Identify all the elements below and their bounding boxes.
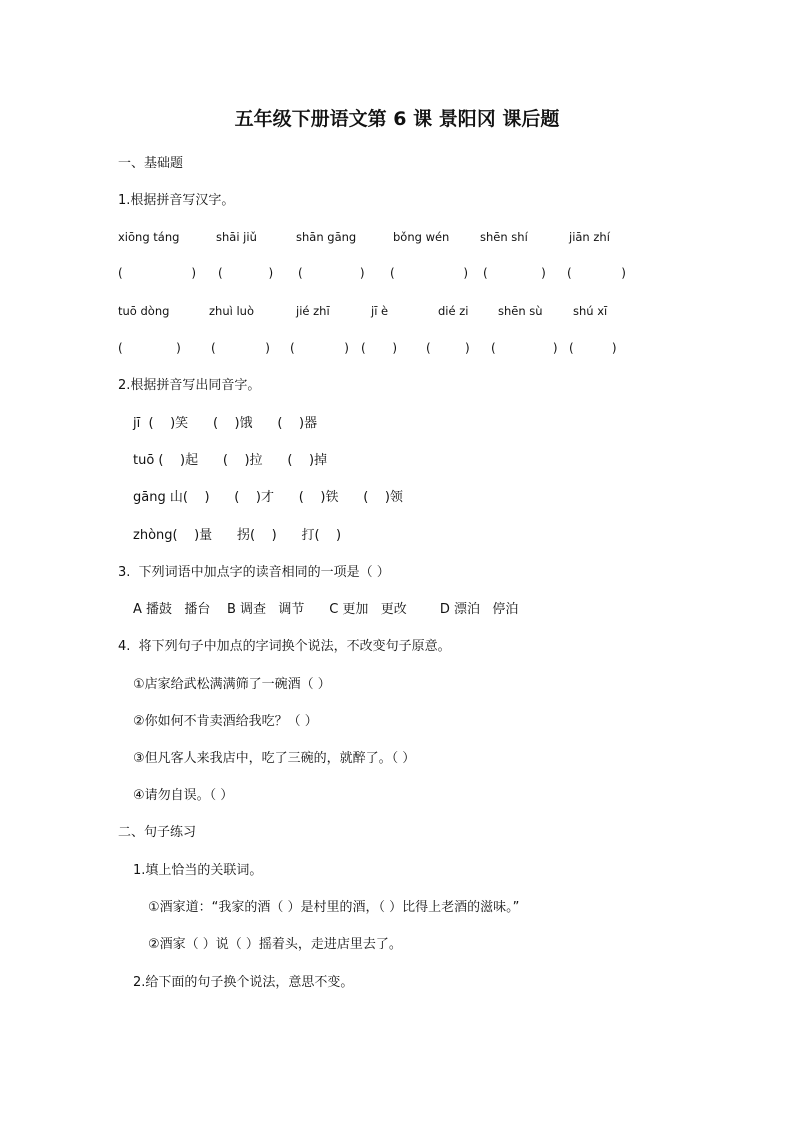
pinyin-item: xiōng táng <box>118 230 180 244</box>
question-4-item: ②你如何不肯卖酒给我吃？（ ） <box>133 714 318 729</box>
answer-blank[interactable]: ( ) <box>491 341 558 355</box>
answer-blank[interactable]: ( ) <box>118 341 181 355</box>
conjunction-item: ②酒家（ ）说（ ）摇着头，走进店里去了。 <box>148 937 402 952</box>
pinyin-item: shēn sù <box>498 304 543 318</box>
question-2-prompt: 2.根据拼音写出同音字。 <box>118 378 261 393</box>
question-4-item: ③但凡客人来我店中，吃了三碗的，就醉了。（ ） <box>133 751 416 766</box>
homophone-line: jī ( )笑 ( )饿 ( )器 <box>133 416 318 431</box>
question-4-item: ①店家给武松满满筛了一碗酒（ ） <box>133 677 331 692</box>
section-heading-basic: 一、基础题 <box>118 156 184 171</box>
question-1-prompt: 1.根据拼音写汉字。 <box>118 193 235 208</box>
pinyin-item: bǒng wén <box>393 230 450 244</box>
homophone-line: zhòng( )量 拐( ) 打( ) <box>133 528 342 543</box>
sentence-q1-prompt: 1.填上恰当的关联词。 <box>133 863 263 878</box>
answer-blank[interactable]: ( ) <box>211 341 270 355</box>
pinyin-item: jiān zhí <box>569 230 610 244</box>
answer-blank[interactable]: ( ) <box>390 266 469 280</box>
question-3-options[interactable]: A 播鼓 播台 B 调查 调节 C 更加 更改 D 漂泊 停泊 <box>133 602 519 617</box>
section-heading-sentences: 二、句子练习 <box>118 825 197 840</box>
conjunction-item: ①酒家道：“我家的酒（ ）是村里的酒，（ ）比得上老酒的滋味。” <box>148 900 520 915</box>
sentence-q2-prompt: 2.给下面的句子换个说法，意思不变。 <box>133 975 354 990</box>
homophone-line: tuō ( )起 ( )拉 ( )掉 <box>133 453 328 468</box>
pinyin-item: shēn shí <box>480 230 528 244</box>
pinyin-item: jié zhī <box>296 304 330 318</box>
pinyin-item: shān gāng <box>296 230 357 244</box>
pinyin-item: zhuì luò <box>209 304 254 318</box>
answer-blank[interactable]: ( ) <box>361 341 398 355</box>
answer-blank[interactable]: ( ) <box>569 341 617 355</box>
page-title: 五年级下册语文第 6 课 景阳冈 课后题 <box>234 108 560 130</box>
pinyin-item: tuō dòng <box>118 304 170 318</box>
answer-blank[interactable]: ( ) <box>290 341 349 355</box>
answer-blank[interactable]: ( ) <box>483 266 546 280</box>
pinyin-item: shú xī <box>573 304 608 318</box>
homophone-line: gāng 山( ) ( )才 ( )铁 ( )领 <box>133 490 403 505</box>
pinyin-item: jī è <box>371 304 389 318</box>
question-4-item: ④请勿自误。（ ） <box>133 788 234 803</box>
answer-blank[interactable]: ( ) <box>426 341 470 355</box>
question-4-prompt: 4. 将下列句子中加点的字词换个说法，不改变句子原意。 <box>118 639 451 654</box>
answer-blank[interactable]: ( ) <box>118 266 197 280</box>
pinyin-item: dié zi <box>438 304 469 318</box>
answer-blank[interactable]: ( ) <box>298 266 365 280</box>
answer-blank[interactable]: ( ) <box>567 266 626 280</box>
answer-blank[interactable]: ( ) <box>218 266 274 280</box>
pinyin-item: shāi jiǔ <box>216 230 257 244</box>
question-3-prompt: 3. 下列词语中加点字的读音相同的一项是（ ） <box>118 565 390 580</box>
